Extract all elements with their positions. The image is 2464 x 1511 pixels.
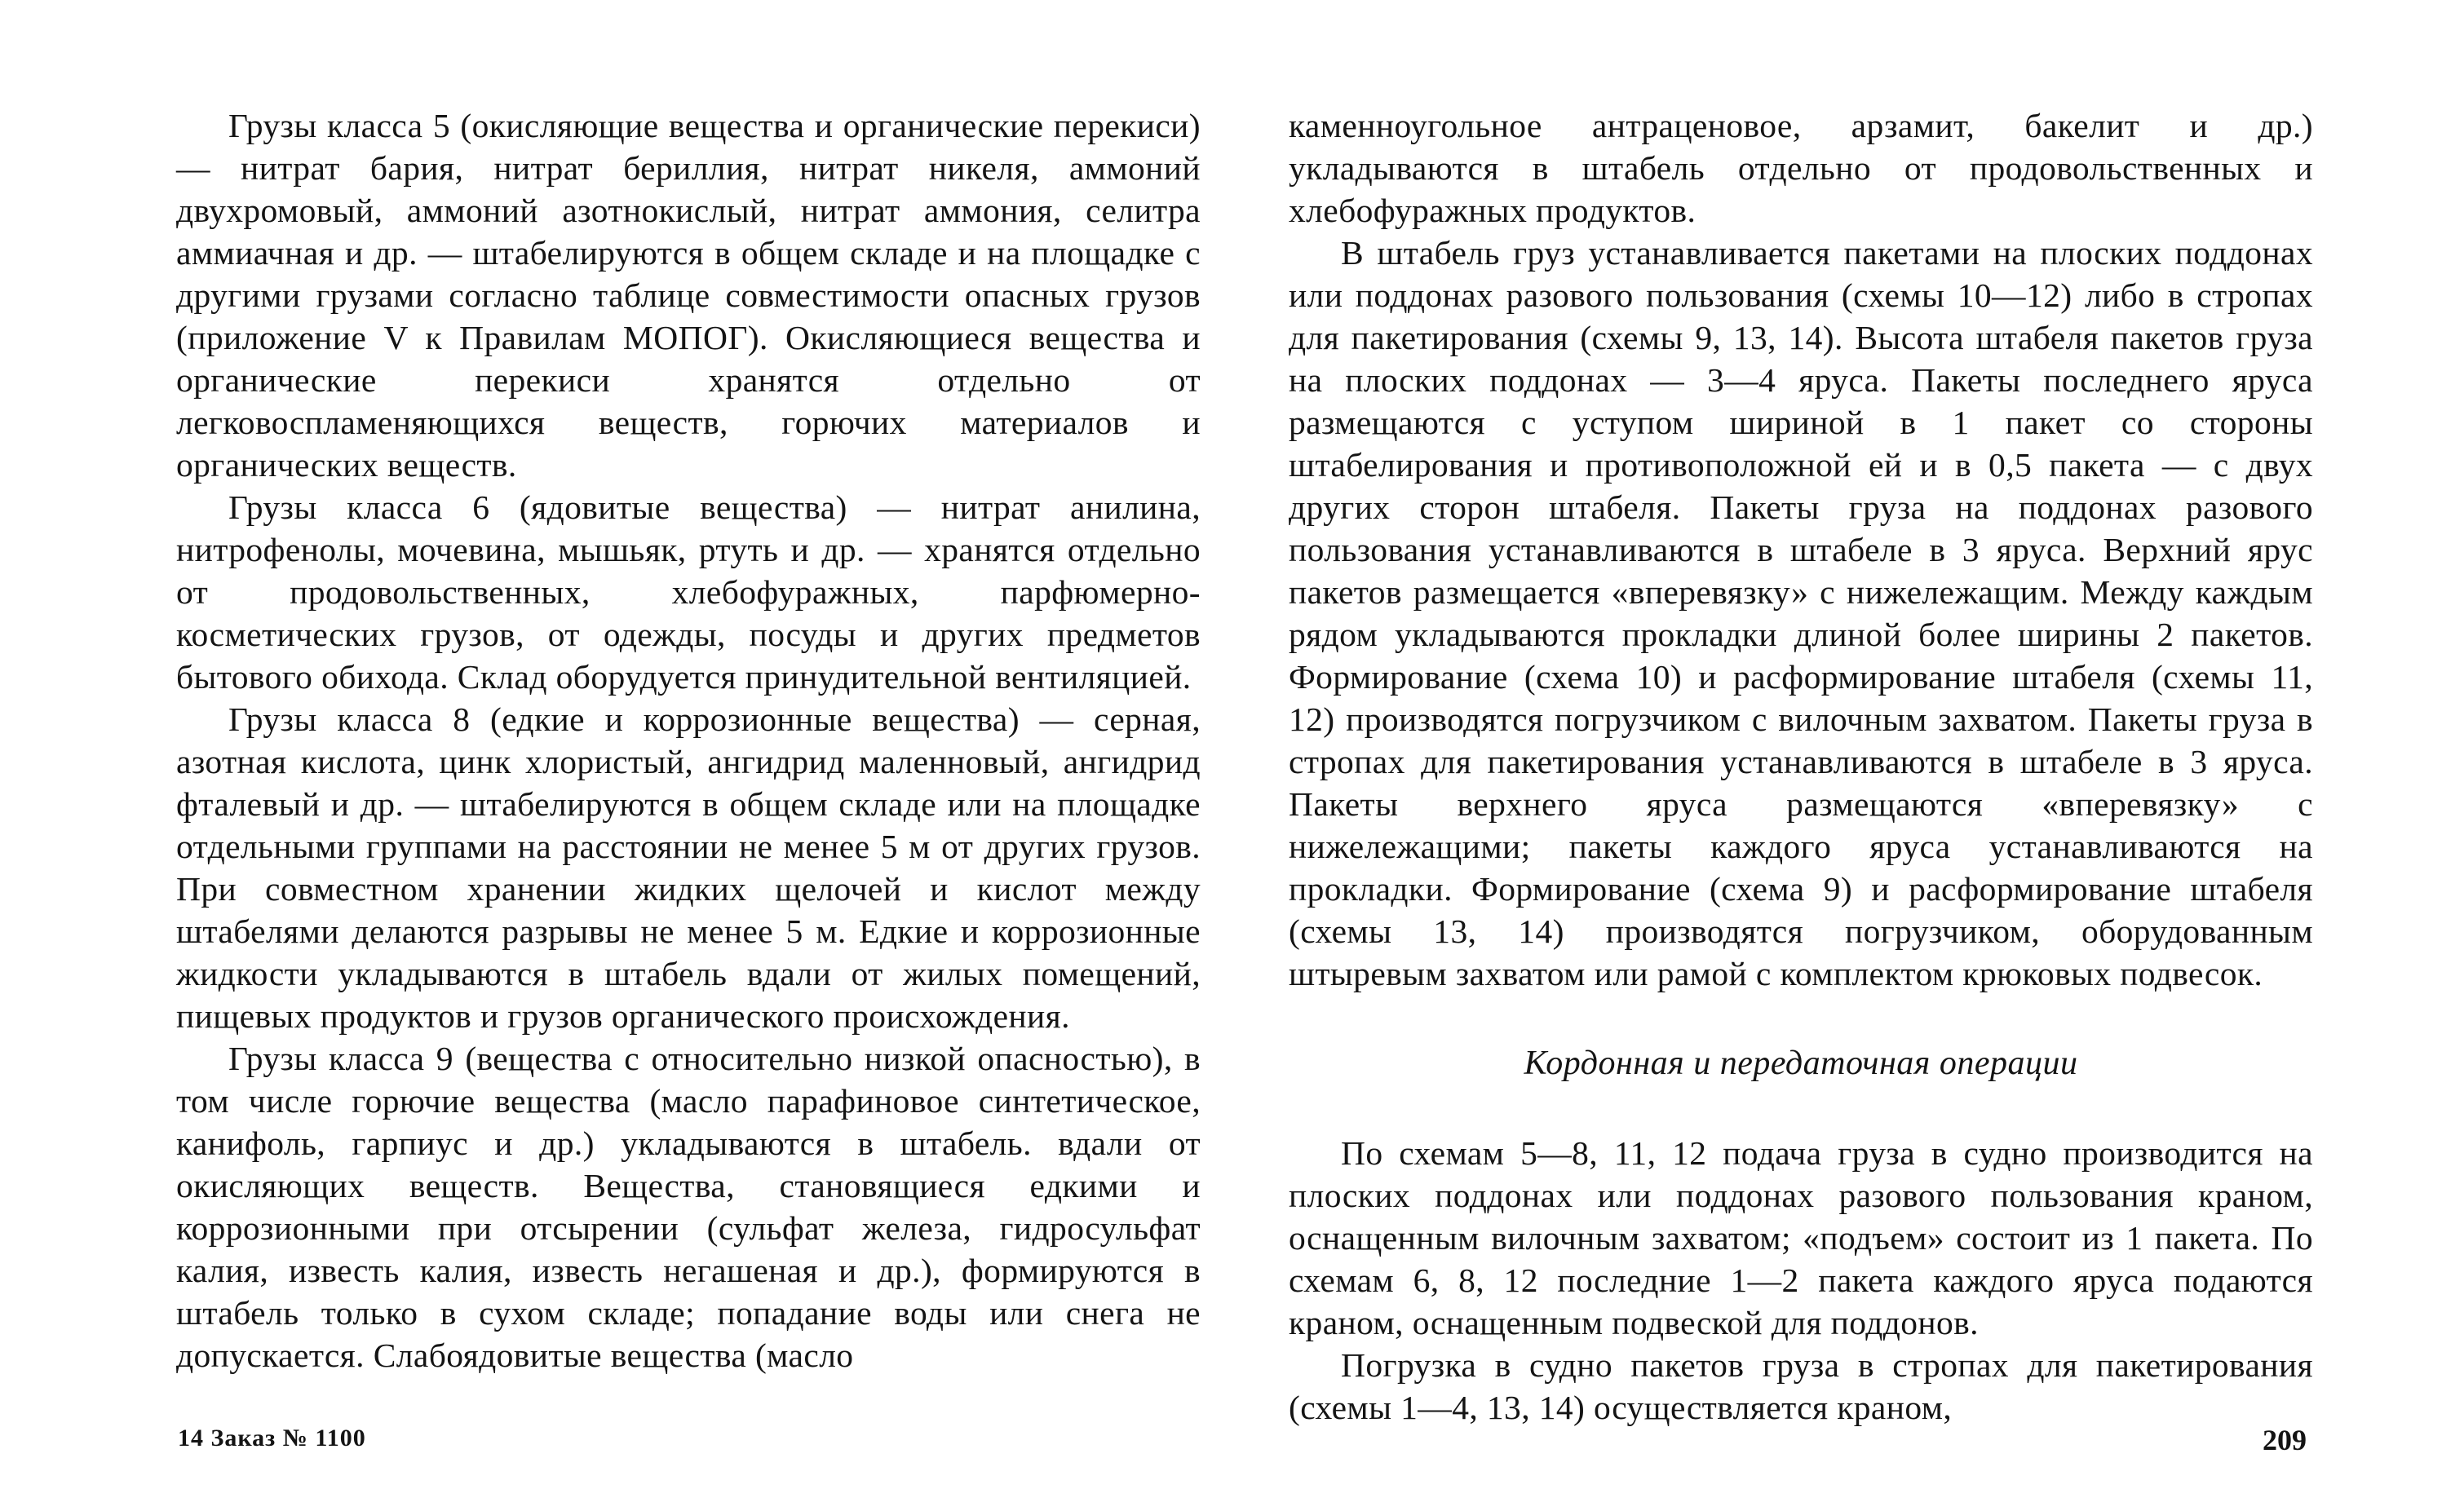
right-page-column	[1289, 104, 2313, 1429]
paragraph-loading: Погрузка в судно пакетов груза в стропах для пакетирования (схемы 1—4, 13, 14) осуществляется краном,	[1289, 1346, 2313, 1426]
paragraph-stacking: В штабель груз устанавливается пакетами на плоских поддонах или поддонах разового пользования (схемы 10—12) либо в стропах для пакетирования (схемы 9, 13, 14). Высота штабеля пакетов груза на плоских поддонах — 3—4 яруса. Пакеты последнего яруса размещаются с уступом шириной в 1 пакет со стороны штабелирования и противоположной ей и в 0,5 пакета — с двух других сторон штабеля. Пакеты груза на поддонах разового пользования устанавливаются в штабеле в 3 яруса. Верхний ярус пакетов размещается «вперевязку» с нижележащим. Между каждым рядом укладываются прокладки длиной более ширины 2 пакетов. Формирование (схема 10) и расформирование штабеля (схемы 11, 12) производятся погрузчиком с вилочным захватом. Пакеты груза в стропах для пакетирования устанавливаются в штабеле в 3 яруса. Пакеты верхнего яруса размещаются «вперевязку» с нижележащими; пакеты каждого яруса устанавливаются на прокладки. Формирование (схема 9) и расформирование штабеля (схемы 13, 14) производятся погрузчиком, оборудованным штыревым захватом или рамой с комплектом крюковых подвесок.	[1289, 234, 2313, 992]
paragraph-class-6: Грузы класса 6 (ядовитые вещества) — нитрат анилина, нитрофенолы, мочевина, мышьяк, ртуть и др. — хранятся отдельно от продовольственных, хлебофуражных, парфюмерно-косметических грузов, от одежды, посуды и других предметов бытового обихода. Склад оборудуется принудительной вентиляцией.	[176, 488, 1201, 696]
paragraph-class-5: Грузы класса 5 (окисляющие вещества и органические перекиси) — нитрат бария, нитрат бериллия, нитрат никеля, аммоний двухромовый, аммоний азотнокислый, нитрат аммония, селитра аммиачная и др. — штабелируются в общем складе и на площадке с другими грузами согласно таблице совместимости опасных грузов (приложение V к Правилам МОПОГ). Окисляющиеся вещества и органические перекиси хранятся отдельно от легковоспламеняющихся веществ, горючих материалов и органических веществ.	[176, 107, 1201, 484]
page-number: 209	[2263, 1424, 2307, 1456]
paragraph-class-8: Грузы класса 8 (едкие и коррозионные вещества) — серная, азотная кислота, цинк хлористый, ангидрид маленновый, ангидрид фталевый и др. — штабелируются в общем складе или на площадке отдельными группами на расстоянии не менее 5 м от других грузов. При совместном хранении жидких щелочей и кислот между штабелями делаются разрывы не менее 5 м. Едкие и коррозионные жидкости укладываются в штабель вдали от жилых помещений, пищевых продуктов и грузов органического происхождения.	[176, 700, 1201, 1035]
print-order-footer: 14 Заказ № 1100	[178, 1425, 366, 1451]
continued-paragraph: каменноугольное антраценовое, арзамит, бакелит и др.) укладываются в штабель отдельно от продовольственных и хлебофуражных продуктов.	[1289, 107, 2313, 229]
paragraph-class-9: Грузы класса 9 (вещества с относительно низкой опасностью), в том числе горючие вещества (масло парафиновое синтетическое, канифоль, гарпиус и др.) укладываются в штабель. вдали от окисляющих веществ. Вещества, становящиеся едкими и коррозионными при отсырении (сульфат железа, гидросульфат калия, известь калия, известь негашеная и др.), формируются в штабель только в сухом складе; попадание воды или снега не допускается. Слабоядовитые вещества (масло	[176, 1040, 1201, 1374]
left-page-column	[176, 104, 1201, 1376]
paragraph-supply-schemes: По схемам 5—8, 11, 12 подача груза в судно производится на плоских поддонах или поддонах разового пользования краном, оснащенным вилочным захватом; «подъем» состоит из 1 пакета. По схемам 6, 8, 12 последние 1—2 пакета каждого яруса подаются краном, оснащенным подвеской для поддонов.	[1289, 1134, 2313, 1341]
section-heading: Кордонная и передаточная операции	[1524, 1045, 2078, 1082]
